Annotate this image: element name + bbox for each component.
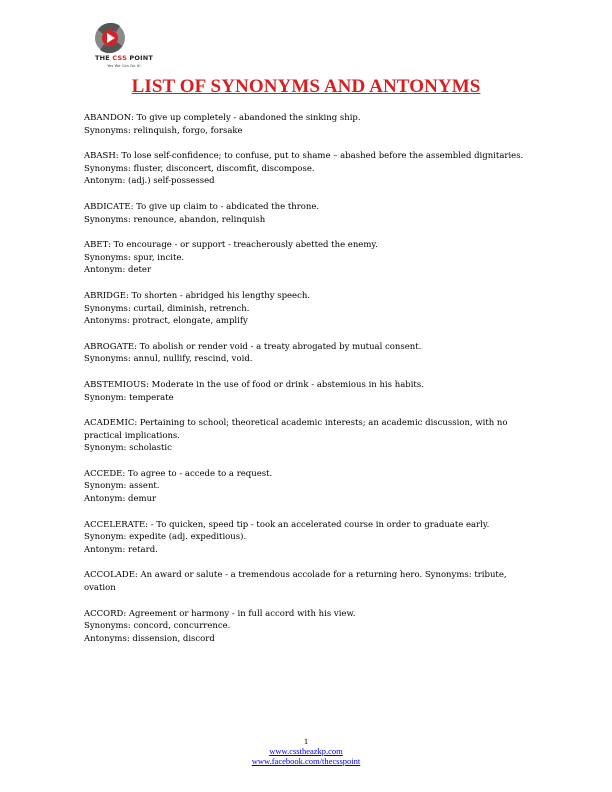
site-logo [82,20,166,70]
word-entry [84,608,528,646]
entry-definition: ACADEMIC: Pertaining to school; theoretical academic interests; an academic discussion, with no practical implications. [84,418,508,441]
entry-related-words: Antonyms: dissension, discord [84,633,215,644]
entry-related-words: Antonym: (adj.) self-possessed [84,176,215,187]
entry-definition: ABET: To encourage - or support - treacherously abetted the enemy. [84,240,378,251]
word-entry [84,341,528,366]
word-entry [84,201,528,226]
entry-definition: ABANDON: To give up completely - abandoned the sinking ship. [84,113,361,123]
entry-related-words: Antonym: deter [84,265,152,276]
website-link[interactable]: www.csstheazkp.com [269,746,343,756]
entry-definition: ACCOLADE: An award or salute - a tremendous accolade for a returning hero. Synonyms: tribute, ovation [84,570,507,594]
entry-related-words: Antonym: retard. [84,544,158,555]
word-entry [84,417,528,455]
page-title: LIST OF SYNONYMS AND ANTONYMS [131,76,481,97]
word-entry [84,468,528,506]
page-footer [0,736,612,766]
entry-definition: ACCORD: Agreement or harmony - in full accord with his view. [84,608,356,619]
entry-definition: ACCEDE: To agree to - accede to a request. [84,468,273,479]
entry-definition: ABROGATE: To abolish or render void - a treaty abrogated by mutual consent. [84,341,422,352]
entry-definition: ABSTEMIOUS: Moderate in the use of food or drink - abstemious in his habits. [84,379,424,390]
word-entry [84,569,528,594]
entry-related-words: Synonym: scholastic [84,443,172,454]
word-entry [84,290,528,328]
word-entry [84,379,528,404]
entry-related-words: Synonyms: fluster, disconcert, discomfit, discompose. [84,163,315,174]
entry-related-words: Antonyms: protract, elongate, amplify [84,316,248,327]
entry-list [84,112,528,658]
page-number: 1 [303,736,309,746]
entry-related-words: Synonyms: spur, incite. [84,252,185,263]
entry-definition: ABRIDGE: To shorten - abridged his lengthy speech. [84,290,311,301]
entry-related-words: Synonyms: curtail, diminish, retrench. [84,303,250,314]
entry-definition: ABDICATE: To give up claim to - abdicated the throne. [84,201,320,212]
entry-related-words: Synonym: expedite (adj. expeditious). [84,532,247,543]
logo-tagline: Yes We Can Do It! [107,63,141,68]
entry-definition: ABASH: To lose self-confidence; to confuse, put to shame – abashed before the assembled dignitaries. [84,151,524,162]
entry-related-words: Synonyms: annul, nullify, rescind, void. [84,354,253,365]
word-entry [84,150,528,188]
logo-play-icon [90,20,130,56]
word-entry [84,112,528,137]
entry-definition: ACCELERATE: - To quicken, speed tip - took an accelerated course in order to graduate early. [84,519,490,530]
entry-related-words: Synonyms: relinquish, forgo, forsake [84,125,243,136]
facebook-link[interactable]: www.facebook.com/thecsspoint [251,756,361,766]
entry-related-words: Synonyms: renounce, abandon, relinquish [84,214,266,225]
entry-related-words: Synonym: assent. [84,481,160,492]
entry-related-words: Antonym: demur [84,494,157,505]
word-entry [84,519,528,557]
word-entry [84,239,528,277]
entry-related-words: Synonyms: concord, concurrence. [84,621,231,632]
entry-related-words: Synonym: temperate [84,392,174,403]
logo-wordmark: THE CSS POINT [95,54,153,62]
